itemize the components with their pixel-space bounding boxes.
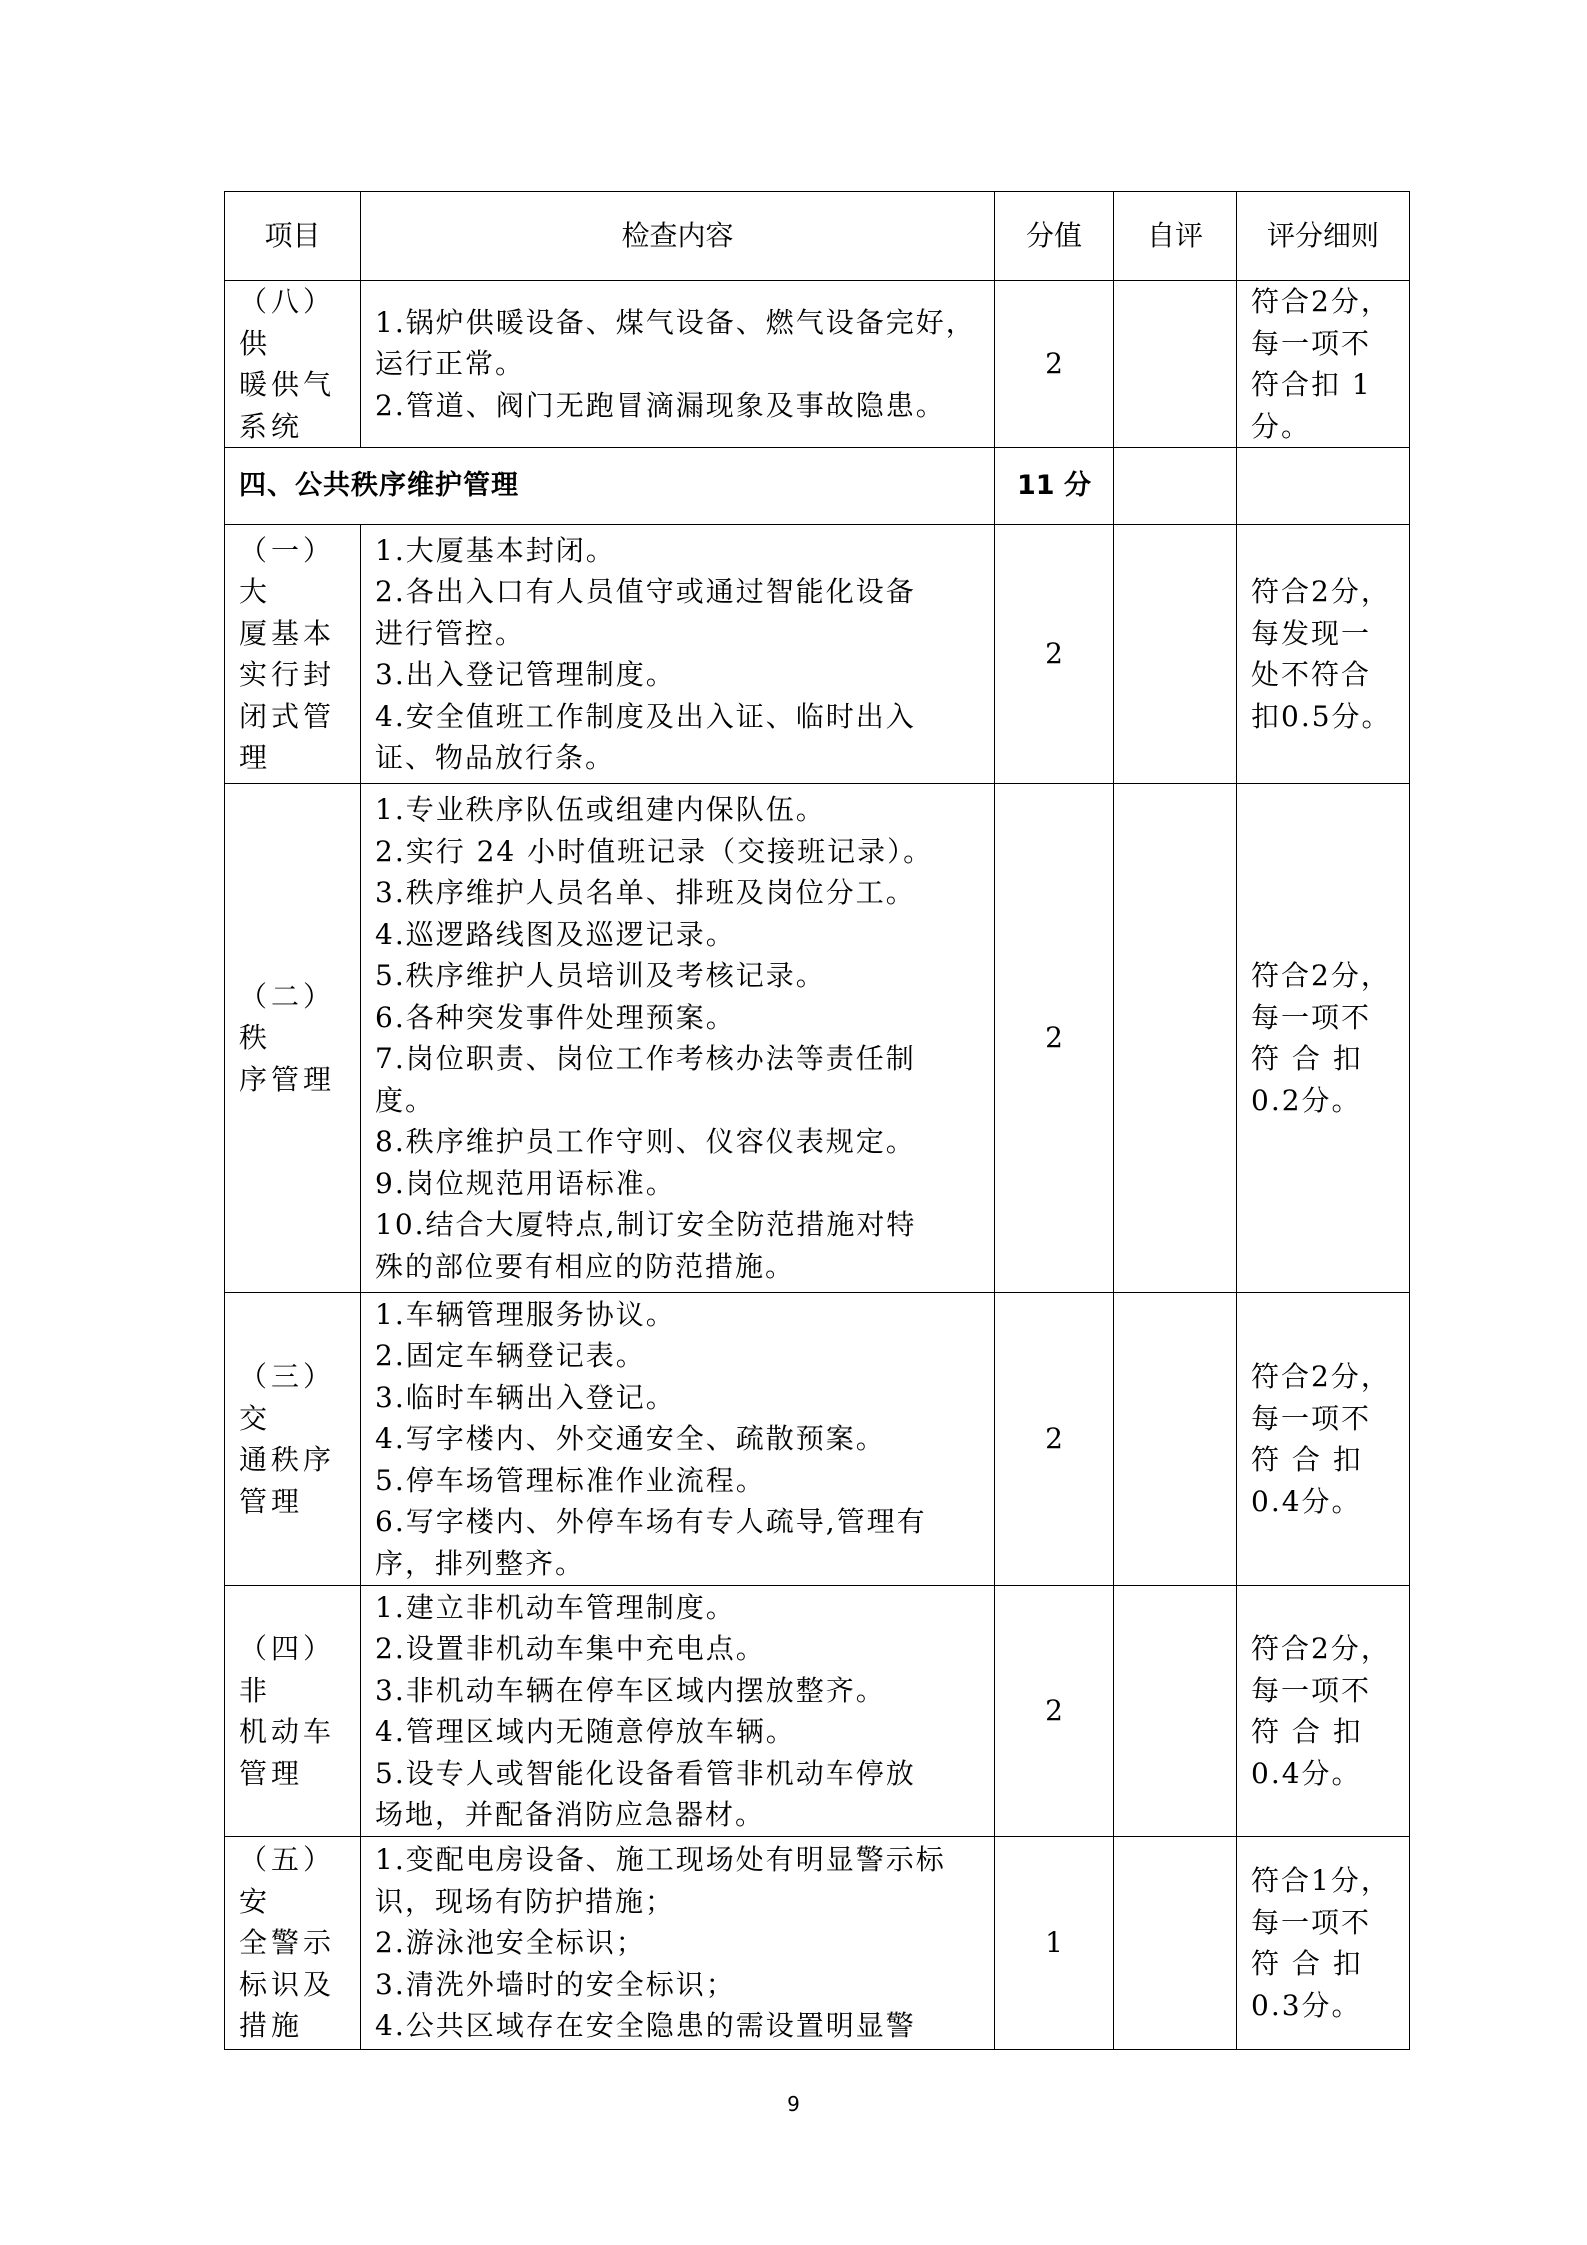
page-number: 9 (787, 2092, 800, 2116)
table-row (225, 1837, 1410, 2050)
rule-cell: 符合2分， 每一项不 符 合 扣 0.4分。 (1237, 1586, 1410, 1837)
content-cell (361, 525, 995, 784)
content-line: 3.清洗外墙时的安全标识； (375, 1967, 736, 2001)
section-rule (1237, 448, 1410, 525)
content-line: 2.游泳池安全标识； (375, 1926, 646, 1960)
score-cell: 2 (995, 1586, 1114, 1837)
content-line: 2.实行 24 小时值班记录（交接班记录）。 (375, 834, 934, 868)
content-line: 2.设置非机动车集中充电点。 (375, 1632, 766, 1665)
header-score: 分值 (995, 192, 1114, 281)
header-content: 检查内容 (361, 192, 995, 281)
content-line: 4.公共区域存在安全隐患的需设置明显警 (375, 2009, 916, 2043)
content-line: 1.车辆管理服务协议。 (375, 1297, 676, 1331)
self-evaluation-cell[interactable] (1114, 784, 1237, 1293)
table-row (225, 281, 1410, 448)
content-cell (361, 1586, 995, 1837)
self-evaluation-cell[interactable] (1114, 1837, 1237, 2050)
rule-cell: 符合2分， 每一项不 符 合 扣 0.4分。 (1237, 1293, 1410, 1586)
rule-cell: 符合2分， 每一项不 符 合 扣 0.2分。 (1237, 784, 1410, 1293)
content-line: 2.管道、阀门无跑冒滴漏现象及事故隐患。 (375, 388, 946, 422)
content-line: 4.安全值班工作制度及出入证、临时出入 (375, 699, 916, 733)
content-line: 1.专业秩序队伍或组建内保队伍。 (375, 793, 826, 826)
item-cell: （四）非 机动车 管理 (225, 1586, 361, 1837)
content-line: 4.写字楼内、外交通安全、疏散预案。 (375, 1422, 886, 1456)
score-cell: 1 (995, 1837, 1114, 2050)
content-line: 2.固定车辆登记表。 (375, 1339, 646, 1373)
content-line: 5.停车场管理标准作业流程。 (375, 1463, 766, 1497)
header-self-evaluation: 自评 (1114, 192, 1237, 281)
content-line: 识，现场有防护措施； (375, 1884, 676, 1918)
content-line: 场地，并配备消防应急器材。 (375, 1798, 766, 1831)
score-cell: 2 (995, 281, 1114, 448)
content-line: 10.结合大厦特点,制订安全防范措施对特 (375, 1208, 917, 1241)
content-line: 6.各种突发事件处理预案。 (375, 1000, 736, 1034)
score-cell: 2 (995, 525, 1114, 784)
content-line: 1.变配电房设备、施工现场处有明显警示标 (375, 1843, 946, 1877)
content-line: 5.设专人或智能化设备看管非机动车停放 (375, 1756, 916, 1790)
content-line: 1.建立非机动车管理制度。 (375, 1590, 736, 1624)
content-line: 1.锅炉供暖设备、煤气设备、燃气设备完好， (375, 305, 976, 339)
scoring-table (224, 191, 1410, 2050)
item-cell: （三）交 通秩序 管理 (225, 1293, 361, 1586)
content-line: 6.写字楼内、外停车场有专人疏导,管理有 (375, 1505, 927, 1539)
self-evaluation-cell[interactable] (1114, 1293, 1237, 1586)
content-line: 度。 (375, 1083, 436, 1117)
content-cell (361, 1293, 995, 1586)
table-row (225, 784, 1410, 1293)
header-item: 项目 (225, 192, 361, 281)
section-title: 四、公共秩序维护管理 (225, 448, 995, 525)
content-cell (361, 281, 995, 448)
content-line: 3.出入登记管理制度。 (375, 658, 676, 691)
section-score: 11 分 (995, 448, 1114, 525)
self-evaluation-cell[interactable] (1114, 525, 1237, 784)
content-line: 殊的部位要有相应的防范措施。 (375, 1249, 796, 1283)
rule-cell: 符合2分， 每一项不 符合扣 1 分。 (1237, 281, 1410, 448)
content-cell (361, 784, 995, 1293)
content-line: 1.大厦基本封闭。 (375, 533, 616, 567)
content-line: 证、物品放行条。 (375, 741, 616, 774)
self-evaluation-cell[interactable] (1114, 281, 1237, 448)
content-line: 4.管理区域内无随意停放车辆。 (375, 1715, 796, 1748)
content-line: 2.各出入口有人员值守或通过智能化设备 (375, 575, 916, 608)
content-cell (361, 1837, 995, 2050)
header-scoring-rules: 评分细则 (1237, 192, 1410, 281)
content-line: 进行管控。 (375, 616, 526, 650)
rule-cell: 符合2分， 每发现一 处不符合 扣0.5分。 (1237, 525, 1410, 784)
content-line: 运行正常。 (375, 347, 526, 381)
content-line: 3.非机动车辆在停车区域内摆放整齐。 (375, 1673, 886, 1707)
content-line: 7.岗位职责、岗位工作考核办法等责任制 (375, 1042, 916, 1075)
content-line: 3.临时车辆出入登记。 (375, 1380, 676, 1414)
item-cell: （五）安 全警示 标识及 措施 (225, 1837, 361, 2050)
content-line: 5.秩序维护人员培训及考核记录。 (375, 959, 826, 992)
item-cell: （一）大 厦基本 实行封 闭式管 理 (225, 525, 361, 784)
self-evaluation-cell[interactable] (1114, 1586, 1237, 1837)
table-header-row (225, 192, 1410, 281)
content-line: 8.秩序维护员工作守则、仪容仪表规定。 (375, 1125, 916, 1158)
score-cell: 2 (995, 1293, 1114, 1586)
content-line: 4.巡逻路线图及巡逻记录。 (375, 917, 736, 951)
table-row (225, 1586, 1410, 1837)
content-line: 3.秩序维护人员名单、排班及岗位分工。 (375, 876, 916, 909)
content-line: 9.岗位规范用语标准。 (375, 1166, 676, 1200)
table-row (225, 1293, 1410, 1586)
rule-cell: 符合1分， 每一项不 符 合 扣 0.3分。 (1237, 1837, 1410, 2050)
section-row (225, 448, 1410, 525)
table-row (225, 525, 1410, 784)
item-cell: （二）秩 序管理 (225, 784, 361, 1293)
section-self-evaluation[interactable] (1114, 448, 1237, 525)
content-line: 序，排列整齐。 (375, 1546, 586, 1580)
score-cell: 2 (995, 784, 1114, 1293)
item-cell: （八）供 暖供气 系统 (225, 281, 361, 448)
